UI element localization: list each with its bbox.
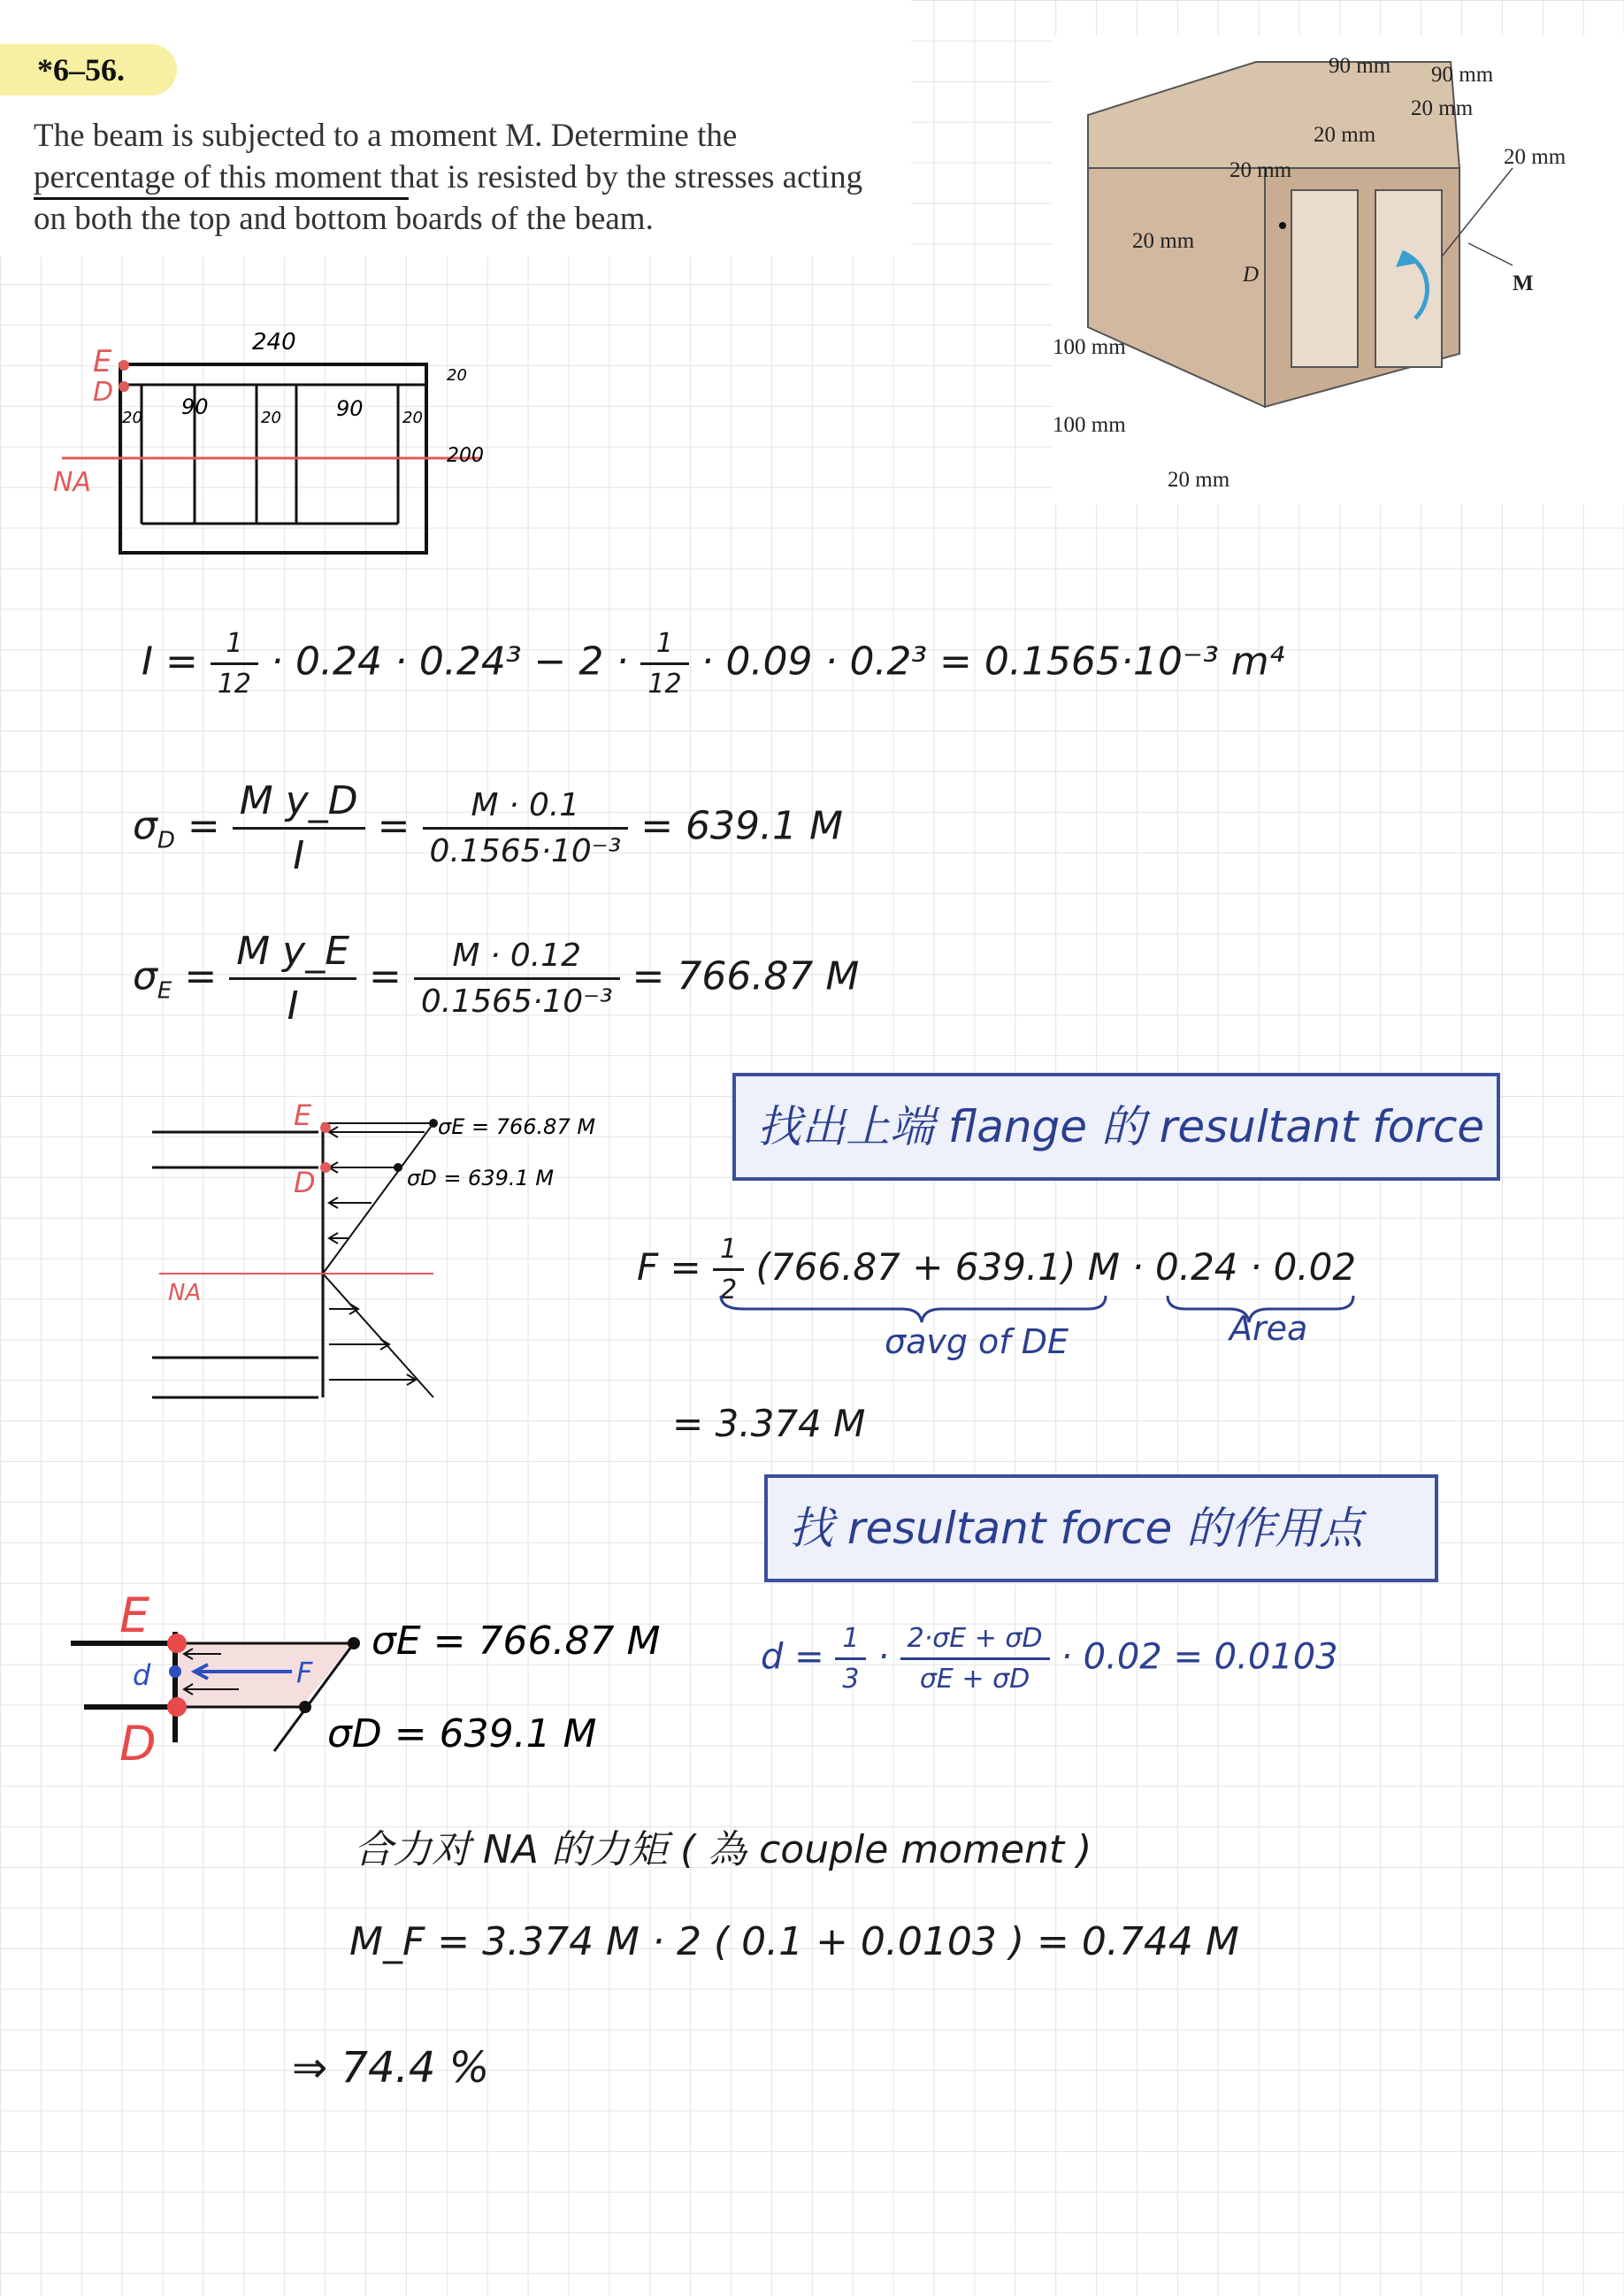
handwritten-underline (34, 197, 409, 200)
sigma-d-equation: $\sigma_D$ = $\frac{\text{M y\_D}}{I}$ = $\frac{M \cdot 0.1}{\text{0.1565·10⁻³}}$ = 639.1 M (133, 778, 843, 878)
detail-d-distance: d (133, 1658, 151, 1692)
dim-20mm-d: 20 mm (1132, 229, 1195, 253)
stress-e-label: E (294, 1098, 312, 1132)
dim-web-left: 20 (122, 409, 142, 427)
dim-20mm-c: 20 mm (1229, 158, 1292, 182)
moment-label: M (1513, 272, 1534, 295)
d-equation: d = $\frac{1}{3}$ · $\frac{2\cdot\sigma E + \sigma D}{\sigma E + \sigma D}$ · 0.02 = 0.0103 (761, 1623, 1338, 1695)
dim-20mm-e: 20 mm (1504, 145, 1567, 169)
dim-gap-2: 90 (336, 396, 364, 421)
detail-sigma-d: σD = 639.1 M (327, 1711, 597, 1756)
stress-d-label: D (294, 1166, 316, 1199)
problem-line-1: The beam is subjected to a moment M. Determine the (34, 118, 738, 154)
note-box-action-point: 找 resultant force 的作用点 (764, 1474, 1438, 1582)
problem-line-2: percentage of this moment that is resisted by the stresses acting (34, 159, 863, 195)
dim-20mm-b: 20 mm (1314, 123, 1376, 147)
dim-90mm-b: 90 mm (1431, 63, 1494, 87)
note-box-resultant-force: 找出上端 flange 的 resultant force (732, 1073, 1500, 1181)
cross-section-sketch (44, 318, 540, 575)
brace-label-sigma-avg: σavg of DE (885, 1322, 1069, 1361)
section-e-label: E (93, 344, 112, 379)
stress-distribution-diagram (133, 1088, 663, 1424)
point-d-label: D (1243, 263, 1260, 287)
detail-f-label: F (296, 1656, 313, 1689)
stress-sigma-d: σD = 639.1 M (407, 1166, 555, 1190)
inertia-equation: I = $\frac{1}{12}$ · 0.24 · 0.24³ − 2 · $\frac{1}{12}$ · 0.09 · 0.2³ = 0.1565·10⁻³ m⁴ (142, 628, 1285, 700)
dim-gap-1: 90 (181, 394, 209, 419)
detail-e-label: E (119, 1588, 150, 1643)
conclusion: ⇒ 74.4 % (292, 2043, 490, 2093)
dim-top-width: 240 (252, 329, 296, 356)
dim-20mm-f: 20 mm (1168, 468, 1230, 492)
problem-number: *6–56. (0, 44, 177, 96)
sigma-e-equation: $\sigma_E$ = $\frac{\text{M y\_E}}{I}$ = $\frac{M \cdot 0.12}{\text{0.1565·10⁻³}}$ = 766.87 M (133, 929, 860, 1029)
stress-sigma-e: σE = 766.87 M (438, 1114, 596, 1139)
detail-sigma-e: σE = 766.87 M (372, 1619, 661, 1664)
beam-illustration (1053, 35, 1624, 504)
flange-detail-diagram (62, 1583, 699, 1778)
dim-100mm-a: 100 mm (1053, 335, 1126, 359)
stress-na-label: NA (168, 1280, 202, 1306)
section-na-label: NA (53, 467, 91, 498)
dim-web-right: 20 (402, 409, 423, 427)
dim-half-height: 200 (447, 445, 484, 467)
force-equation: F = $\frac{1}{2}$ (766.87 + 639.1) M · 0.24 · 0.02 (637, 1234, 1357, 1305)
moment-equation: M_F = 3.374 M · 2 ( 0.1 + 0.0103 ) = 0.744 M (349, 1919, 1239, 1964)
problem-line-3: on both the top and bottom boards of the beam. (34, 201, 654, 237)
brace-label-area: Area (1229, 1309, 1308, 1348)
dim-web-mid: 20 (261, 409, 281, 427)
beam-figure (1053, 35, 1624, 504)
detail-d-label: D (119, 1716, 157, 1772)
dim-100mm-b: 100 mm (1053, 413, 1126, 437)
dim-90mm-a: 90 mm (1329, 54, 1391, 78)
force-result: = 3.374 M (672, 1402, 866, 1445)
dim-flange: 20 (447, 366, 467, 385)
moment-caption: 合力对 NA 的力矩 ( 為 couple moment ) (354, 1827, 1092, 1872)
problem-statement (34, 115, 905, 240)
section-d-label: D (93, 377, 114, 408)
dim-20mm-a: 20 mm (1411, 96, 1474, 120)
